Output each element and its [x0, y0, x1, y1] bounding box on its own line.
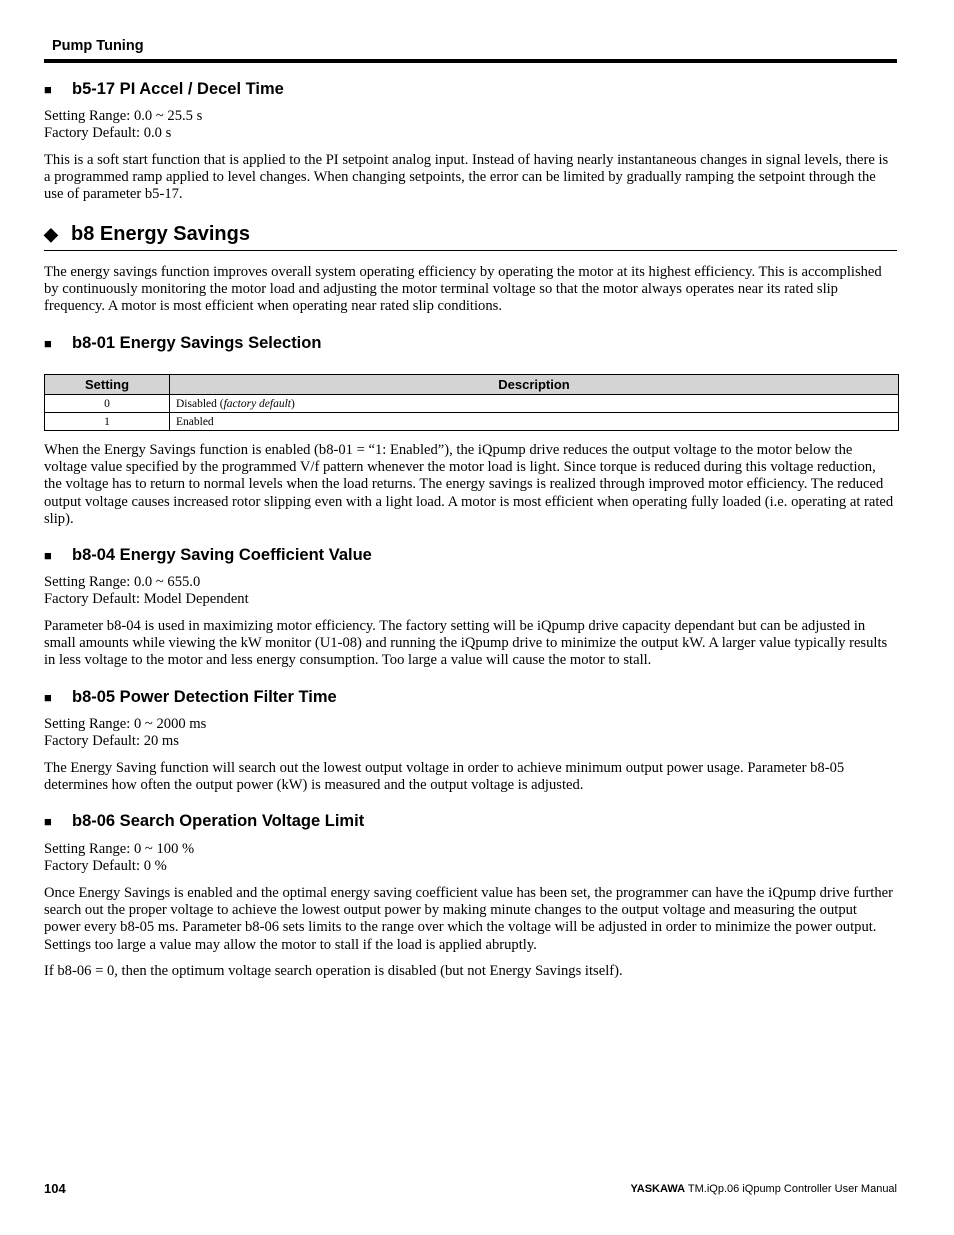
running-header: Pump Tuning — [52, 38, 144, 54]
b8-05-heading-text: b8-05 Power Detection Filter Time — [72, 688, 337, 706]
b8-01-settings-table — [44, 374, 899, 431]
footer-manual-name: TM.iQp.06 iQpump Controller User Manual — [685, 1183, 897, 1195]
b8-04-setting-range: Setting Range: 0.0 ~ 655.0 — [44, 574, 201, 590]
b5-17-factory-default: Factory Default: 0.0 s — [44, 125, 172, 141]
header-rule — [44, 59, 897, 63]
factory-default-note: factory default — [223, 397, 291, 410]
b8-06-setting-range: Setting Range: 0 ~ 100 % — [44, 841, 195, 857]
b5-17-heading — [44, 80, 284, 99]
column-header-description: Description — [170, 375, 899, 395]
b8-06-description: Once Energy Savings is enabled and the optimal energy saving coefficient value has been set, the programmer can have the iQpump drive further search out the proper voltage to achieve the lowest output power by making minute changes to the output voltage and measuring the output power every b8-05 ms. Parameter b8-06 sets limits to the range over which the voltage will be adjusted in order to minimize the power output. Settings too large a value may allow the motor to stall if the load is applied abruptly. — [44, 885, 893, 953]
b8-01-description: When the Energy Savings function is enabled (b8-01 = “1: Enabled”), the iQpump drive reduces the output voltage to the motor below the voltage value specified by the programmed V/f pattern whenever the motor load is light. Since torque is reduced during this voltage reduction, the voltage has to return to normal levels when the load returns. The energy savings is realized through improved motor efficiency. The reduced output voltage causes increased rotor slipping even with a light load. A motor is most efficient when operating fully loaded (i.e. operating at rated slip). — [44, 442, 894, 527]
table-header-row — [45, 375, 899, 395]
b8-05-heading — [44, 688, 337, 707]
page-number: 104 — [44, 1181, 66, 1196]
table-cell-setting: 1 — [45, 413, 170, 431]
footer-manual-title — [630, 1183, 897, 1195]
b8-section-heading-text: b8 Energy Savings — [71, 223, 250, 245]
table-row — [45, 413, 899, 431]
table-cell-description — [170, 395, 899, 413]
description-text: Disabled ( — [176, 397, 224, 410]
b8-intro: The energy savings function improves overall system operating efficiency by operating the motor at its highest efficiency. This is accomplished by continuously monitoring the motor load and adjusting the motor terminal voltage so that the motor always operates near its rated slip frequency. A motor is most efficient when operating near rated slip conditions. — [44, 264, 882, 315]
square-bullet-icon: ■ — [44, 690, 52, 705]
square-bullet-icon: ■ — [44, 548, 52, 563]
b8-05-setting-range: Setting Range: 0 ~ 2000 ms — [44, 716, 207, 732]
diamond-bullet-icon: ◆ — [44, 224, 58, 244]
b5-17-heading-text: b5-17 PI Accel / Decel Time — [72, 80, 284, 98]
b8-section-heading — [44, 223, 250, 246]
b8-01-heading-text: b8-01 Energy Savings Selection — [72, 334, 322, 352]
b5-17-setting-range: Setting Range: 0.0 ~ 25.5 s — [44, 108, 203, 124]
b8-05-factory-default: Factory Default: 20 ms — [44, 733, 179, 749]
b8-06-note: If b8-06 = 0, then the optimum voltage search operation is disabled (but not Energy Savings itself). — [44, 963, 623, 979]
column-header-setting: Setting — [45, 375, 170, 395]
b8-04-heading-text: b8-04 Energy Saving Coefficient Value — [72, 546, 372, 564]
b8-04-factory-default: Factory Default: Model Dependent — [44, 591, 249, 607]
table-row — [45, 395, 899, 413]
b8-01-heading — [44, 334, 321, 353]
b8-04-description: Parameter b8-04 is used in maximizing motor efficiency. The factory setting will be iQpump drive capacity dependant but can be adjusted in small amounts while viewing the kW monitor (U1-08) and running the iQpump drive to minimize the output kW. A larger value typically results in less voltage to the motor and less energy consumption. Too large a value will cause the motor to stall. — [44, 618, 888, 669]
b8-06-heading-text: b8-06 Search Operation Voltage Limit — [72, 812, 365, 830]
b8-05-description: The Energy Saving function will search out the lowest output voltage in order to achieve minimum output power usage. Parameter b8-05 determines how often the output power (kW) is measured and the output voltage is adjusted. — [44, 760, 845, 794]
section-rule — [44, 250, 897, 251]
table-cell-setting: 0 — [45, 395, 170, 413]
description-text-end: ) — [290, 397, 295, 410]
b8-04-heading — [44, 546, 372, 565]
b5-17-description: This is a soft start function that is applied to the PI setpoint analog input. Instead of having nearly instantaneous changes in signal levels, there is a programmed ramp applied to level changes. When changing setpoints, the error can be limited by gradually ramping the setpoint through the use of parameter b5-17. — [44, 152, 889, 203]
b8-06-factory-default: Factory Default: 0 % — [44, 858, 167, 874]
table-cell-description: Enabled — [170, 413, 899, 431]
footer-brand: YASKAWA — [630, 1183, 686, 1195]
square-bullet-icon: ■ — [44, 82, 52, 97]
square-bullet-icon: ■ — [44, 814, 52, 829]
b8-06-heading — [44, 812, 364, 831]
square-bullet-icon: ■ — [44, 336, 52, 351]
